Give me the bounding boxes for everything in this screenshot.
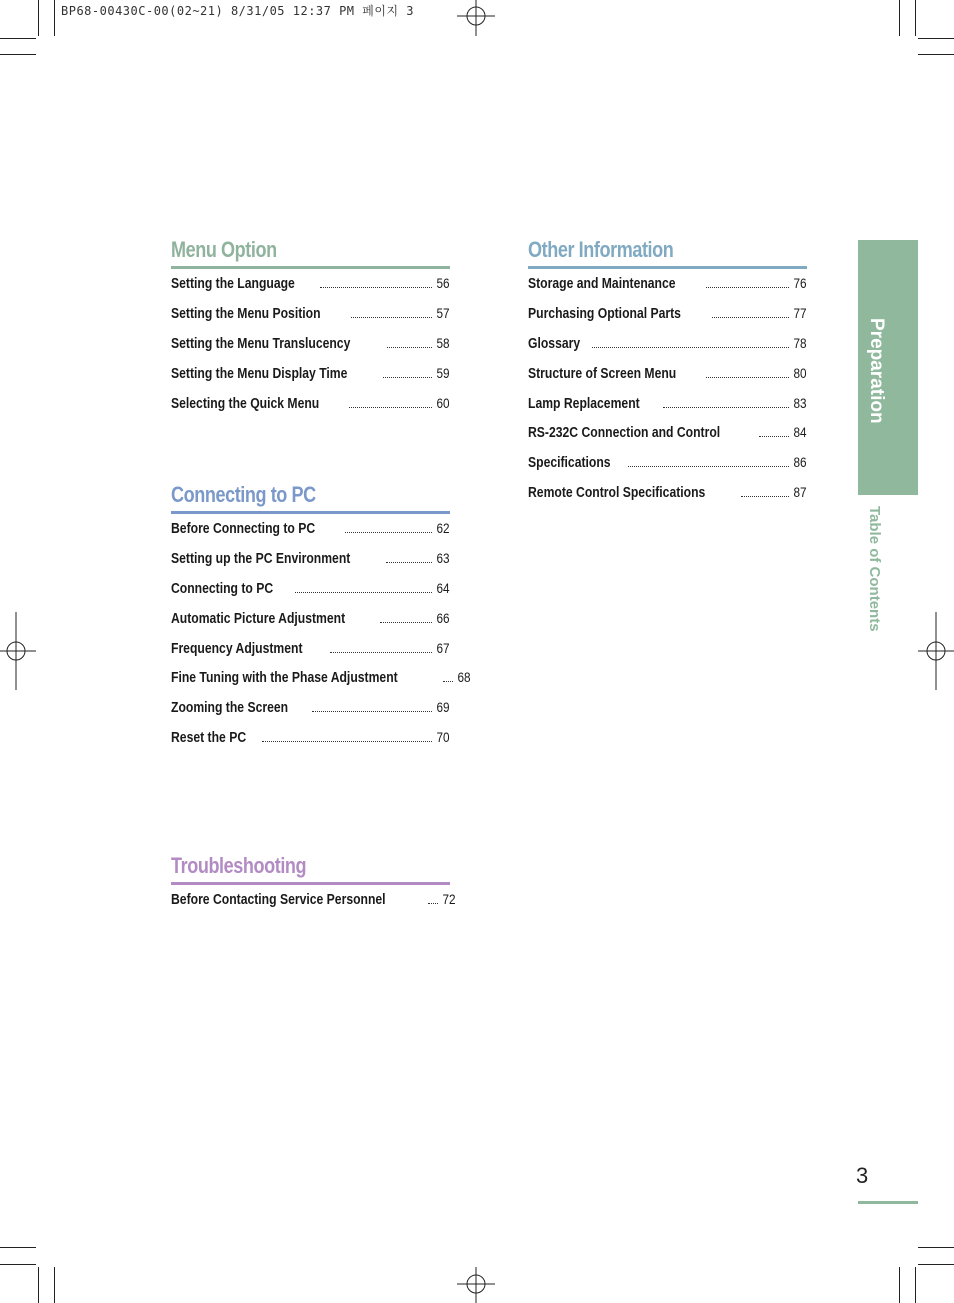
chapter-side-tab <box>858 240 918 495</box>
registration-mark-left <box>0 612 38 690</box>
section-rule-connecting-to-pc <box>171 511 450 514</box>
dot-leader <box>386 562 432 563</box>
dot-leader <box>387 347 433 348</box>
toc-entry[interactable] <box>171 610 450 640</box>
section-rule-troubleshooting <box>171 882 450 885</box>
toc-list-menu-option <box>171 275 450 424</box>
toc-entry-page-number: 68 <box>457 669 471 686</box>
toc-entry[interactable] <box>171 550 450 580</box>
registration-mark-bottom <box>457 1265 495 1303</box>
toc-entry[interactable] <box>528 395 807 425</box>
toc-entry-label: Glossary <box>528 335 581 352</box>
toc-entry[interactable] <box>528 424 807 454</box>
registration-mark-right <box>916 612 954 690</box>
toc-entry[interactable] <box>171 699 450 729</box>
toc-entry[interactable] <box>171 640 450 670</box>
toc-entry-label: Storage and Maintenance <box>528 276 676 292</box>
dot-leader <box>349 407 432 408</box>
dot-leader <box>592 347 789 348</box>
toc-entry[interactable] <box>171 669 471 699</box>
dot-leader <box>706 377 789 378</box>
toc-entry-label: Selecting the Quick Menu <box>171 395 320 412</box>
toc-entry-label: Structure of Screen Menu <box>528 365 677 382</box>
toc-entry[interactable] <box>171 729 450 759</box>
page-number-rule <box>858 1201 918 1204</box>
dot-leader <box>345 532 433 533</box>
dot-leader <box>320 287 432 288</box>
toc-entry[interactable] <box>171 520 450 550</box>
toc-entry[interactable] <box>528 365 807 395</box>
toc-entry-page-number: 67 <box>436 639 450 656</box>
toc-entry-page-number: 80 <box>793 364 807 381</box>
toc-entry-label: Setting the Menu Position <box>171 305 321 322</box>
toc-entry-page-number: 87 <box>793 484 807 501</box>
dot-leader <box>351 317 432 318</box>
toc-entry-page-number: 56 <box>436 275 450 291</box>
section-title-connecting-to-pc: Connecting to PC <box>171 482 316 507</box>
toc-entry-label: Frequency Adjustment <box>171 640 303 657</box>
toc-entry-page-number: 66 <box>436 609 450 626</box>
print-slug-header: BP68-00430C-00(02~21) 8/31/05 12:37 PM 페이지 3 <box>61 4 414 18</box>
toc-list-troubleshooting <box>171 891 457 921</box>
toc-entry-page-number: 84 <box>793 424 807 441</box>
toc-entry-page-number: 76 <box>793 275 807 291</box>
section-rule-menu-option <box>171 266 450 269</box>
toc-entry-page-number: 62 <box>436 520 450 536</box>
toc-entry-label: Setting the Language <box>171 276 295 292</box>
toc-entry-page-number: 57 <box>436 304 450 321</box>
dot-leader <box>295 592 433 593</box>
toc-entry-page-number: 77 <box>793 304 807 321</box>
dot-leader <box>443 681 453 682</box>
dot-leader <box>628 466 789 467</box>
toc-entry[interactable] <box>171 891 457 921</box>
toc-entry[interactable] <box>171 335 450 365</box>
dot-leader <box>706 287 790 288</box>
toc-entry-label: Before Contacting Service Personnel <box>171 892 386 908</box>
page-number: 3 <box>856 1163 869 1188</box>
toc-entry-label: Connecting to PC <box>171 580 274 597</box>
dot-leader <box>330 652 433 653</box>
dot-leader <box>380 622 432 623</box>
toc-entry-label: Remote Control Specifications <box>528 485 706 502</box>
toc-entry[interactable] <box>171 275 450 305</box>
toc-entry-label: Reset the PC <box>171 730 247 747</box>
toc-entry-label: Purchasing Optional Parts <box>528 305 681 322</box>
toc-entry-page-number: 63 <box>436 549 450 566</box>
dot-leader <box>741 496 789 497</box>
toc-entry-page-number: 83 <box>793 394 807 411</box>
toc-entry-label: Setting the Menu Display Time <box>171 365 348 382</box>
toc-entry-label: Specifications <box>528 455 611 472</box>
section-rule-other-information <box>528 266 807 269</box>
toc-entry[interactable] <box>528 275 807 305</box>
toc-entry-page-number: 72 <box>442 891 457 907</box>
dot-leader <box>262 741 432 742</box>
toc-entry-label: RS-232C Connection and Control <box>528 425 721 442</box>
toc-entry[interactable] <box>171 305 450 335</box>
toc-list-connecting-to-pc <box>171 520 471 759</box>
toc-entry-label: Zooming the Screen <box>171 700 289 717</box>
toc-entry-page-number: 64 <box>436 579 450 596</box>
toc-entry-page-number: 70 <box>436 729 450 746</box>
toc-list-other-information <box>528 275 807 514</box>
toc-entry-label: Fine Tuning with the Phase Adjustment <box>171 670 398 687</box>
toc-side-subtitle: Table of Contents <box>866 506 883 632</box>
toc-entry[interactable] <box>528 454 807 484</box>
chapter-tab-label: Preparation <box>866 318 887 424</box>
section-title-other-information: Other Information <box>528 237 674 262</box>
toc-entry-label: Lamp Replacement <box>528 395 640 412</box>
dot-leader <box>663 407 789 408</box>
toc-entry[interactable] <box>528 484 807 514</box>
toc-entry-label: Before Connecting to PC <box>171 521 316 537</box>
toc-entry-label: Setting up the PC Environment <box>171 550 351 567</box>
dot-leader <box>312 711 432 712</box>
toc-entry[interactable] <box>528 335 807 365</box>
registration-mark-top <box>457 0 495 38</box>
toc-entry-page-number: 58 <box>436 334 450 351</box>
toc-entry[interactable] <box>171 580 450 610</box>
toc-entry-page-number: 78 <box>793 334 807 351</box>
toc-entry-page-number: 59 <box>436 364 450 381</box>
dot-leader <box>383 377 432 378</box>
toc-entry-page-number: 86 <box>793 454 807 471</box>
dot-leader <box>712 317 789 318</box>
toc-entry-label: Setting the Menu Translucency <box>171 335 351 352</box>
toc-entry-label: Automatic Picture Adjustment <box>171 610 346 627</box>
toc-entry[interactable] <box>528 305 807 335</box>
toc-entry[interactable] <box>171 365 450 395</box>
dot-leader <box>428 903 438 904</box>
section-title-menu-option: Menu Option <box>171 237 277 262</box>
toc-entry[interactable] <box>171 395 450 425</box>
section-title-troubleshooting: Troubleshooting <box>171 853 307 878</box>
toc-entry-page-number: 60 <box>436 394 450 411</box>
toc-entry-page-number: 69 <box>436 699 450 716</box>
dot-leader <box>759 436 790 437</box>
